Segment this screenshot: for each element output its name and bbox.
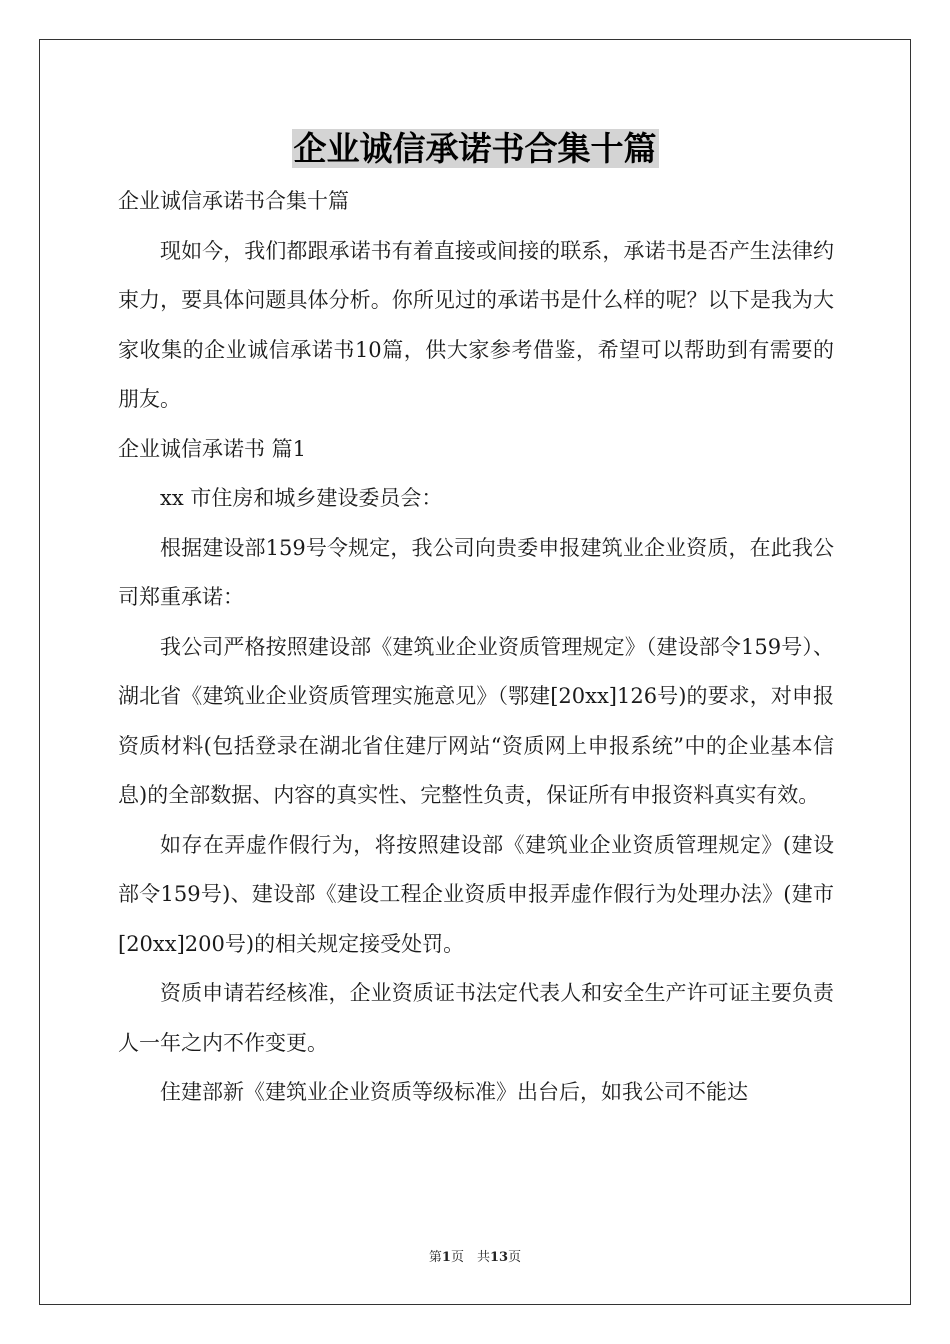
paragraph: 我公司严格按照建设部《建筑业企业资质管理规定》（建设部令159号）、湖北省《建筑业企业资质管理实施意见》（鄂建[20xx]126号)的要求，对申报资质材料(包括登录在湖北省住建厅网站“资质网上申报系统”中的企业基本信息)的全部数据、内容的真实性、完整性负责，保证所有申报资料真实有效。	[118, 634, 834, 807]
page-footer	[0, 1246, 950, 1265]
document-title: 企业诚信承诺书合集十篇	[293, 129, 657, 168]
paragraph: 住建部新《建筑业企业资质等级标准》出台后，如我公司不能达	[160, 1080, 748, 1104]
document-title-wrapper	[0, 126, 950, 172]
paragraph: 根据建设部159号令规定，我公司向贵委申报建筑业企业资质，在此我公司郑重承诺：	[118, 535, 834, 609]
paragraph: 如存在弄虚作假行为，将按照建设部《建筑业企业资质管理规定》(建设部令159号)、建设部《建设工程企业资质申报弄虚作假行为处理办法》(建市[20xx]200号)的相关规定接受处罚。	[118, 832, 834, 956]
page-current: 1	[441, 1250, 451, 1265]
page-prefix: 第	[428, 1250, 442, 1265]
document-body	[118, 177, 834, 1118]
paragraph: 企业诚信承诺书合集十篇	[118, 189, 349, 213]
paragraph: 现如今，我们都跟承诺书有着直接或间接的联系，承诺书是否产生法律约束力，要具体问题具体分析。你所见过的承诺书是什么样的呢？以下是我为大家收集的企业诚信承诺书10篇，供大家参考借鉴，希望可以帮助到有需要的朋友。	[118, 238, 834, 411]
paragraph: xx 市住房和城乡建设委员会：	[160, 486, 443, 510]
paragraph: 资质申请若经核准，企业资质证书法定代表人和安全生产许可证主要负责人一年之内不作变更。	[118, 981, 834, 1055]
page-total: 13	[489, 1250, 509, 1265]
page-mid: 页 共	[450, 1250, 490, 1265]
paragraph: 企业诚信承诺书 篇1	[118, 436, 307, 461]
page-suffix: 页	[508, 1250, 522, 1265]
